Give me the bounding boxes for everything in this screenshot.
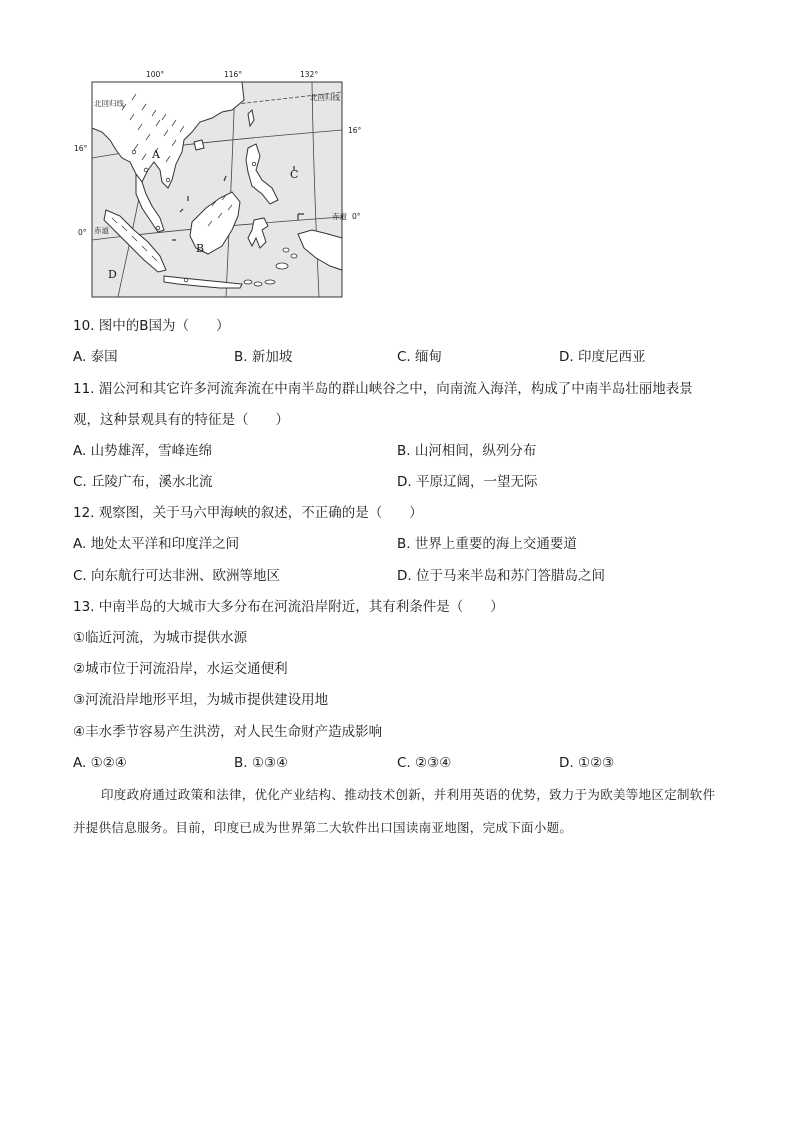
southeast-asia-map — [72, 70, 362, 302]
q13-statement-2: ②城市位于河流沿岸，水运交通便利 — [73, 661, 288, 677]
lon-label-116: 116° — [224, 70, 243, 79]
map-letter-b: B — [196, 242, 205, 255]
q11-option-b[interactable]: B. 山河相间，纵列分布 — [397, 443, 537, 459]
question-11-stem-line-1: 11. 湄公河和其它许多河流奔流在中南半岛的群山峡谷之中，向南流入海洋，构成了中南半岛壮丽地表景 — [73, 381, 693, 397]
q11-option-a[interactable]: A. 山势雄浑，雪峰连绵 — [73, 443, 213, 459]
q13-option-a[interactable]: A. ①②④ — [73, 755, 127, 771]
question-11-stem-line-2: 观，这种景观具有的特征是（ ） — [73, 412, 289, 428]
lon-label-132: 132° — [300, 70, 319, 79]
q12-option-d[interactable]: D. 位于马来半岛和苏门答腊岛之间 — [397, 568, 605, 584]
question-13-stem: 13. 中南半岛的大城市大多分布在河流沿岸附近，其有利条件是（ ） — [73, 599, 504, 615]
q12-option-c[interactable]: C. 向东航行可达非洲、欧洲等地区 — [73, 568, 281, 584]
map-letter-a: A — [152, 148, 160, 161]
question-12-stem: 12. 观察图，关于马六甲海峡的叙述，不正确的是（ ） — [73, 505, 423, 521]
q13-option-c[interactable]: C. ②③④ — [397, 755, 452, 771]
tropic-label-right: 北回归线 — [310, 93, 340, 102]
q12-option-a[interactable]: A. 地处太平洋和印度洋之间 — [73, 536, 240, 552]
q10-option-a[interactable]: A. 泰国 — [73, 349, 118, 365]
q10-option-c[interactable]: C. 缅甸 — [397, 349, 443, 365]
lon-label-100: 100° — [146, 70, 165, 79]
lat-label-0-left: 0° — [78, 228, 87, 237]
map-letter-d: D — [108, 268, 117, 281]
q13-statement-3: ③河流沿岸地形平坦，为城市提供建设用地 — [73, 692, 329, 708]
land-hainan — [194, 140, 204, 150]
q12-option-b[interactable]: B. 世界上重要的海上交通要道 — [397, 536, 577, 552]
q11-option-c[interactable]: C. 丘陵广布，溪水北流 — [73, 474, 213, 490]
equator-label-right: 赤道 — [332, 212, 347, 221]
q13-option-d[interactable]: D. ①②③ — [559, 755, 615, 771]
lat-label-0-right: 0° — [352, 212, 361, 221]
lat-label-16-right: 16° — [348, 126, 362, 135]
equator-label-left: 赤道 — [94, 226, 109, 235]
q10-option-b[interactable]: B. 新加坡 — [234, 349, 293, 365]
tropic-label-left: 北回归线 — [94, 99, 124, 108]
q13-statement-4: ④丰水季节容易产生洪涝，对人民生命财产造成影响 — [73, 724, 383, 740]
q13-option-b[interactable]: B. ①③④ — [234, 755, 289, 771]
question-10-stem: 10. 图中的B国为（ ） — [73, 318, 230, 334]
reading-paragraph: 印度政府通过政策和法律，优化产业结构、推动技术创新，并利用英语的优势，致力于为欧美等地区定制软件并提供信息服务。目前，印度已成为世界第二大软件出口国读南亚地图，完成下面小题。 — [73, 787, 716, 835]
lat-label-16-left: 16° — [74, 144, 88, 153]
q11-option-d[interactable]: D. 平原辽阔，一望无际 — [397, 474, 538, 490]
map-letter-c: C — [290, 168, 299, 181]
q13-statement-1: ①临近河流，为城市提供水源 — [73, 630, 248, 646]
q10-option-d[interactable]: D. 印度尼西亚 — [559, 349, 646, 365]
